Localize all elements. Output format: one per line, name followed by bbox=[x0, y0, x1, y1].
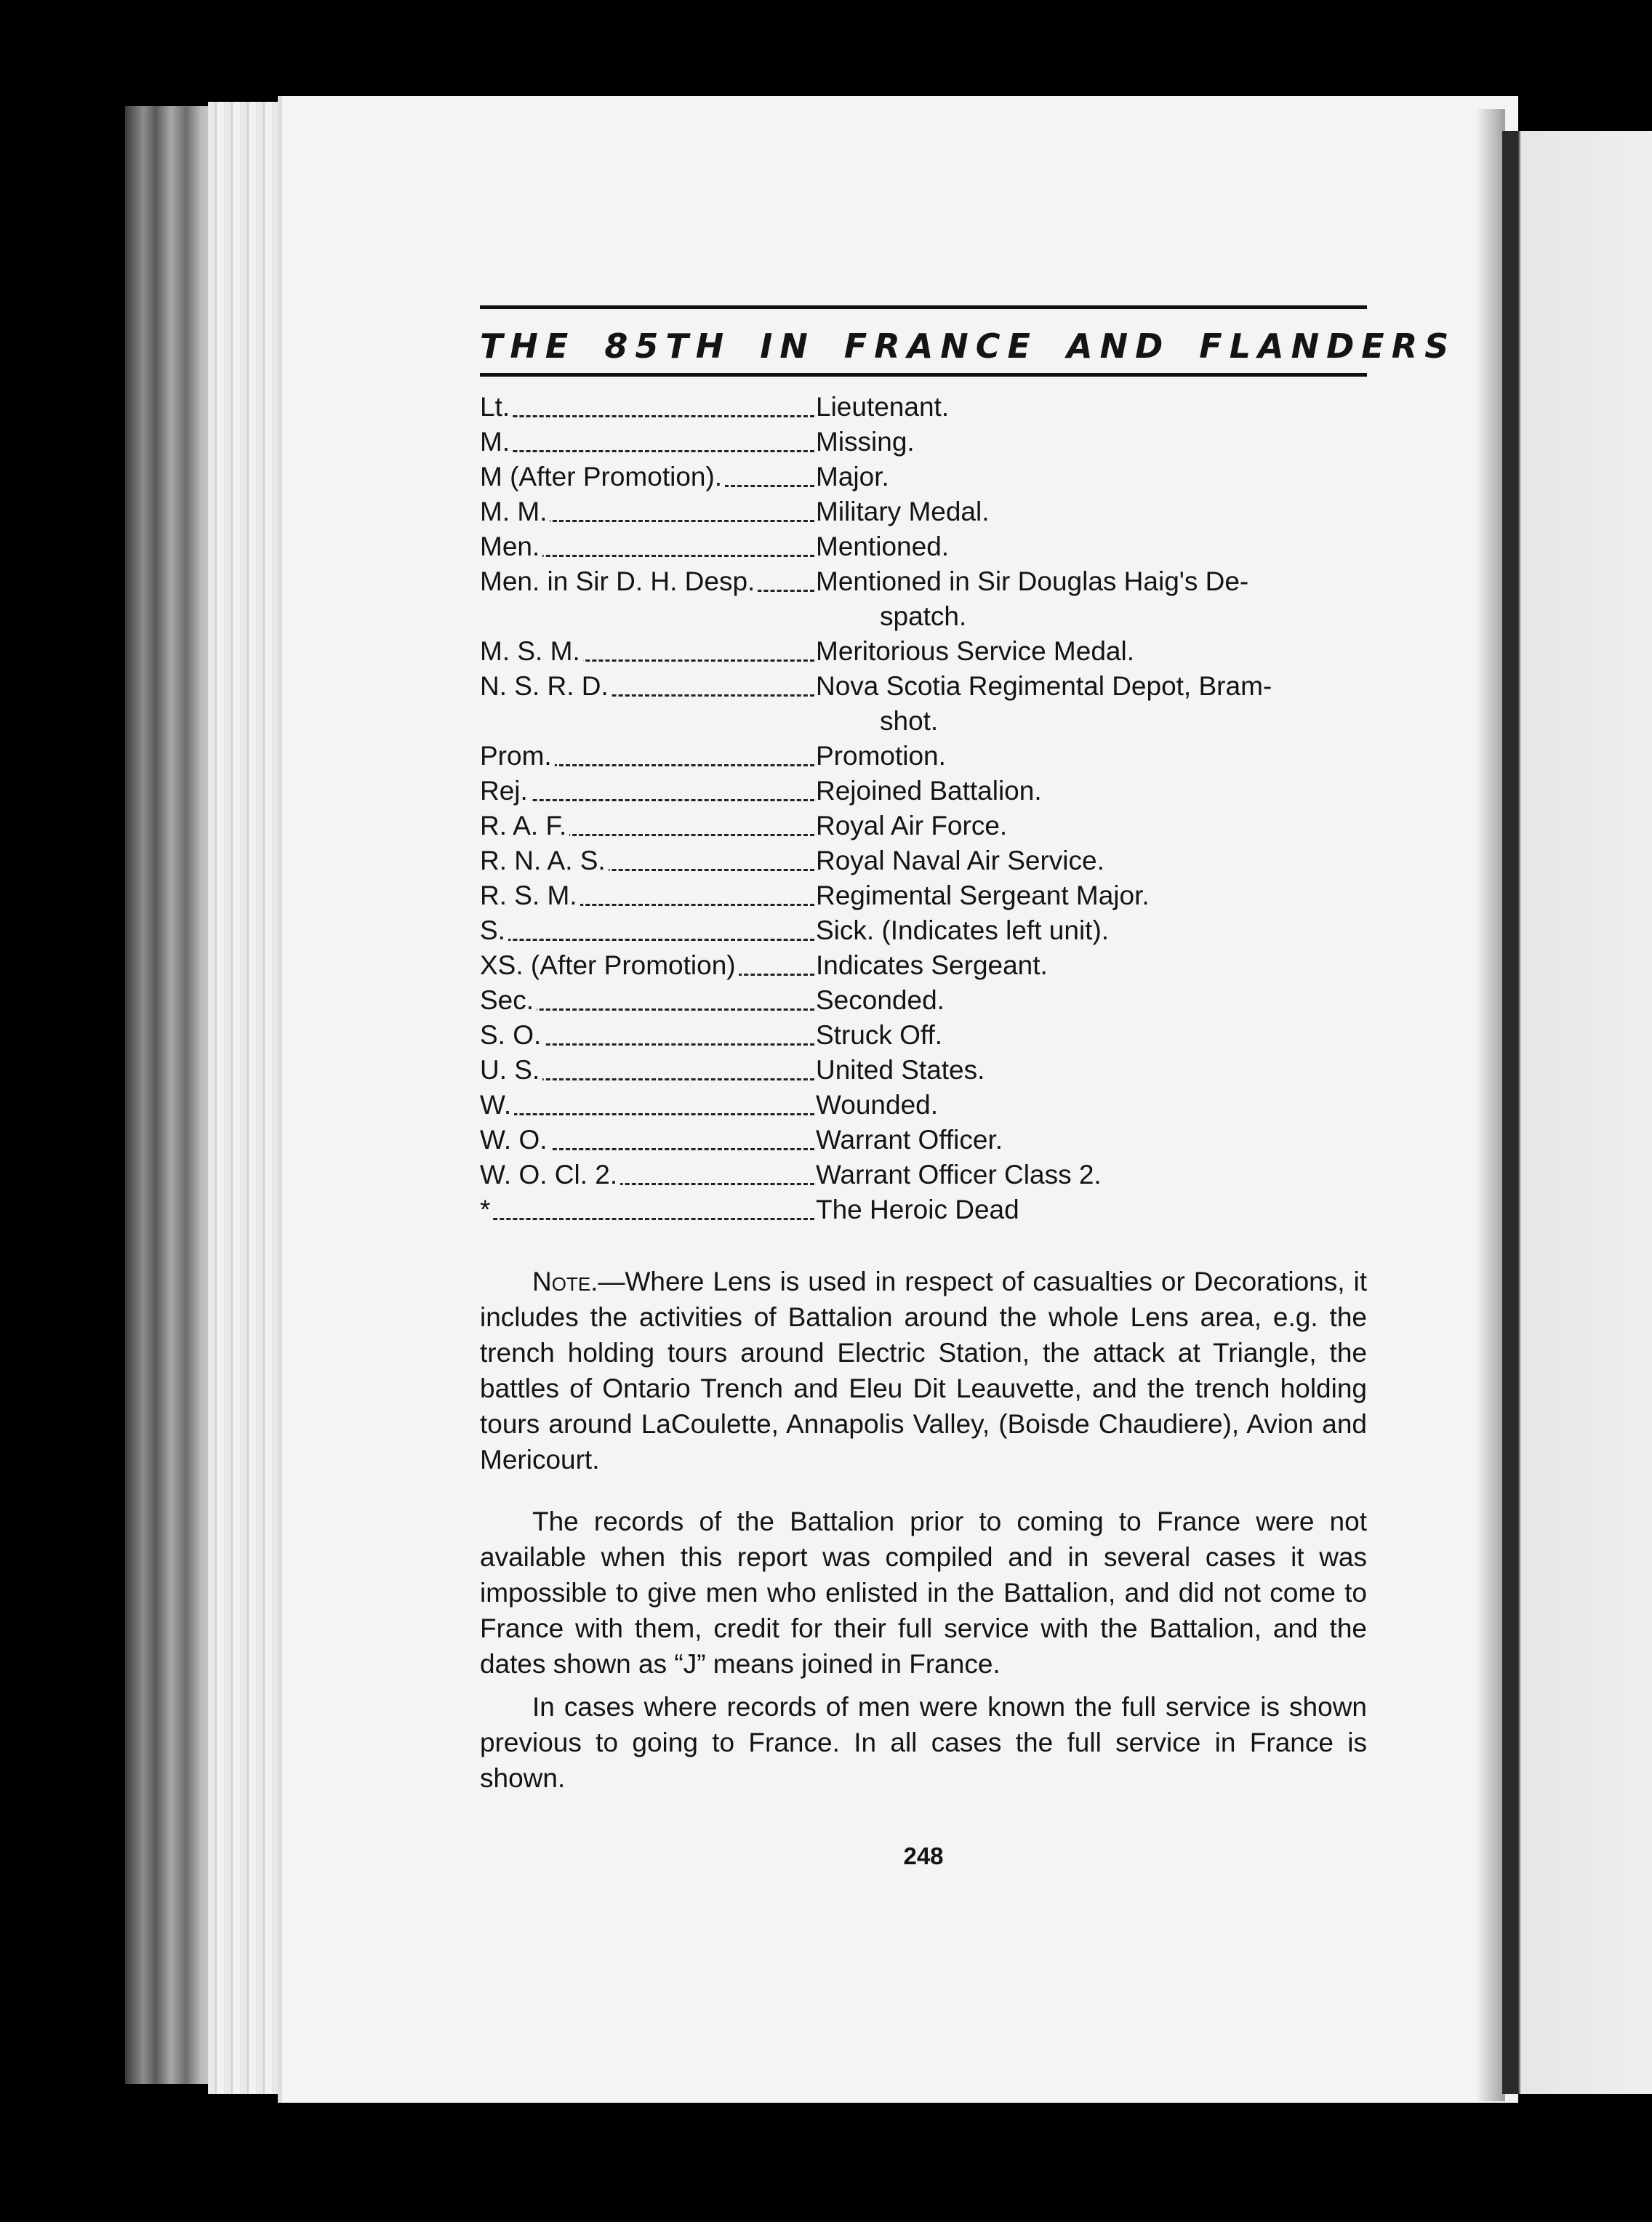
abbreviation-row bbox=[480, 460, 1367, 494]
note-text: —Where Lens is used in respect of casualties or Decorations, it includes the activities of Battalion around the whole Lens area, e.g. the trench holding tours around Electric Station, the attack at Triangle, the battles of Ontario Trench and Eleu Dit Leauvette, and the trench holding tours around LaCoulette, Annapolis Valley, (Boisde Chaudiere), Avion and Mericourt. bbox=[480, 1267, 1367, 1475]
abbreviation-row bbox=[480, 878, 1367, 913]
definition-text: Seconded. bbox=[816, 985, 945, 1015]
definition-text: Warrant Officer. bbox=[816, 1125, 1003, 1155]
abbreviation-definition bbox=[816, 1018, 1367, 1053]
definition-text: Rejoined Battalion. bbox=[816, 776, 1042, 806]
page-stack bbox=[208, 102, 288, 2094]
abbreviation-term bbox=[480, 390, 816, 425]
abbreviation-row bbox=[480, 1123, 1367, 1158]
definition-text: The Heroic Dead bbox=[816, 1195, 1019, 1224]
abbreviation-definition bbox=[816, 390, 1367, 425]
abbreviation-term-text: M (After Promotion). bbox=[480, 462, 725, 492]
abbreviation-term bbox=[480, 913, 816, 948]
paragraph-full-service: In cases where records of men were known the full service is shown previous to going to France. In all cases the full service in France is shown. bbox=[480, 1692, 1367, 1793]
dotted-leader bbox=[480, 939, 814, 941]
definition-text: Mentioned. bbox=[816, 532, 950, 561]
abbreviation-definition bbox=[816, 460, 1367, 494]
abbreviation-term-text: W. O. Cl. 2. bbox=[480, 1160, 620, 1190]
abbreviation-term-text: M. bbox=[480, 427, 513, 457]
abbreviation-term bbox=[480, 1123, 816, 1158]
abbreviation-definition bbox=[816, 843, 1367, 878]
page-content bbox=[480, 305, 1456, 1870]
abbreviation-term-text: R. S. M. bbox=[480, 881, 580, 910]
abbreviation-definition bbox=[816, 425, 1367, 460]
abbreviation-row bbox=[480, 983, 1367, 1018]
abbreviation-row bbox=[480, 529, 1367, 564]
abbreviation-term-text: Rej. bbox=[480, 776, 531, 806]
abbreviation-term-text: * bbox=[480, 1195, 493, 1224]
abbreviation-term-text: M. S. M. bbox=[480, 636, 583, 666]
abbreviation-definition bbox=[816, 739, 1367, 774]
abbreviation-row bbox=[480, 913, 1367, 948]
abbreviation-term bbox=[480, 1088, 816, 1123]
definition-text: Meritorious Service Medal. bbox=[816, 636, 1134, 666]
dotted-leader bbox=[480, 415, 814, 417]
abbreviation-term bbox=[480, 1158, 816, 1192]
definition-continuation: spatch. bbox=[880, 601, 967, 631]
abbreviation-row bbox=[480, 425, 1367, 460]
abbreviation-term-text: Men. in Sir D. H. Desp. bbox=[480, 566, 758, 596]
abbreviation-row bbox=[480, 1158, 1367, 1192]
abbreviation-definition bbox=[816, 529, 1367, 564]
abbreviation-term bbox=[480, 1053, 816, 1088]
abbreviation-term-text: W. O. bbox=[480, 1125, 550, 1155]
abbreviation-term-text: Lt. bbox=[480, 392, 513, 422]
dotted-leader bbox=[480, 1113, 814, 1115]
abbreviation-definition bbox=[816, 948, 1367, 983]
abbreviation-term-text: W. bbox=[480, 1090, 514, 1120]
abbreviation-row bbox=[480, 564, 1367, 634]
header-rule-top bbox=[480, 305, 1367, 309]
abbreviation-term-text: XS. (After Promotion) bbox=[480, 950, 739, 980]
abbreviation-row bbox=[480, 809, 1367, 843]
abbreviation-term-text: S. bbox=[480, 915, 508, 945]
abbreviation-term bbox=[480, 425, 816, 460]
abbreviation-definition bbox=[816, 564, 1367, 634]
abbreviation-term-text: S. O. bbox=[480, 1020, 544, 1050]
abbreviation-term bbox=[480, 878, 816, 913]
abbreviation-term-text: R. A. F. bbox=[480, 811, 569, 841]
abbreviation-definition bbox=[816, 809, 1367, 843]
definition-text: Mentioned in Sir Douglas Haig's De- bbox=[816, 566, 1249, 596]
abbreviation-term-text: Sec. bbox=[480, 985, 537, 1015]
definition-text: Lieutenant. bbox=[816, 392, 950, 422]
dotted-leader bbox=[480, 1218, 814, 1220]
abbreviation-row bbox=[480, 948, 1367, 983]
abbreviation-term bbox=[480, 1018, 816, 1053]
abbreviation-term-text: Prom. bbox=[480, 741, 555, 771]
abbreviation-definition bbox=[816, 1158, 1367, 1192]
abbreviation-definition bbox=[816, 1053, 1367, 1088]
abbreviation-term bbox=[480, 494, 816, 529]
abbreviation-definition bbox=[816, 634, 1367, 669]
abbreviation-definition bbox=[816, 1088, 1367, 1123]
abbreviation-term bbox=[480, 739, 816, 774]
abbreviation-row bbox=[480, 1192, 1367, 1227]
abbreviation-definition bbox=[816, 774, 1367, 809]
abbreviation-term-text: Men. bbox=[480, 532, 542, 561]
definition-text: Royal Air Force. bbox=[816, 811, 1008, 841]
abbreviation-row bbox=[480, 634, 1367, 669]
abbreviation-term bbox=[480, 983, 816, 1018]
abbreviation-definition bbox=[816, 1123, 1367, 1158]
abbreviation-term bbox=[480, 634, 816, 669]
dotted-leader bbox=[480, 450, 814, 452]
abbreviation-term bbox=[480, 564, 816, 599]
abbreviation-term-text: M. M. bbox=[480, 497, 550, 526]
abbreviation-term-text: N. S. R. D. bbox=[480, 671, 612, 701]
abbreviation-term bbox=[480, 774, 816, 809]
abbreviation-definition bbox=[816, 494, 1367, 529]
gutter-shadow bbox=[1476, 109, 1505, 2101]
definition-text: Sick. (Indicates left unit). bbox=[816, 915, 1110, 945]
definition-text: Indicates Sergeant. bbox=[816, 950, 1048, 980]
definition-text: Missing. bbox=[816, 427, 915, 457]
definition-text: Struck Off. bbox=[816, 1020, 943, 1050]
abbreviation-definition bbox=[816, 878, 1367, 913]
page-number: 248 bbox=[903, 1842, 944, 1869]
abbreviation-row bbox=[480, 774, 1367, 809]
definition-text: Nova Scotia Regimental Depot, Bram- bbox=[816, 671, 1272, 701]
abbreviation-row bbox=[480, 843, 1367, 878]
abbreviation-row bbox=[480, 739, 1367, 774]
abbreviation-term bbox=[480, 669, 816, 704]
abbreviation-definition bbox=[816, 983, 1367, 1018]
abbreviation-definition bbox=[816, 913, 1367, 948]
note-paragraph bbox=[480, 1264, 1367, 1477]
definition-text: United States. bbox=[816, 1055, 985, 1085]
note-lead: Note. bbox=[532, 1267, 598, 1296]
definition-text: Wounded. bbox=[816, 1090, 938, 1120]
running-header: THE 85TH IN FRANCE AND FLANDERS bbox=[480, 326, 1456, 366]
definition-text: Regimental Sergeant Major. bbox=[816, 881, 1150, 910]
abbreviation-term bbox=[480, 460, 816, 494]
definition-text: Royal Naval Air Service. bbox=[816, 846, 1104, 875]
abbreviation-term bbox=[480, 529, 816, 564]
abbreviation-row bbox=[480, 1018, 1367, 1053]
abbreviation-term bbox=[480, 948, 816, 983]
abbreviation-row bbox=[480, 1088, 1367, 1123]
abbreviation-row bbox=[480, 1053, 1367, 1088]
definition-continuation: shot. bbox=[880, 706, 939, 736]
abbreviation-term bbox=[480, 843, 816, 878]
abbreviation-row bbox=[480, 390, 1367, 425]
abbreviation-list bbox=[480, 390, 1367, 1227]
abbreviation-term bbox=[480, 1192, 816, 1227]
abbreviation-row bbox=[480, 494, 1367, 529]
paragraph-records: The records of the Battalion prior to coming to France were not available when this report was compiled and in several cases it was impossible to give men who enlisted in the Battalion, and did not come to France with them, credit for their full service with the Battalion, and the dates shown as “J” means joined in France. bbox=[480, 1507, 1367, 1679]
abbreviation-row bbox=[480, 669, 1367, 739]
definition-text: Major. bbox=[816, 462, 889, 492]
abbreviation-term-text: R. N. A. S. bbox=[480, 846, 609, 875]
facing-page bbox=[1502, 131, 1652, 2094]
abbreviation-definition bbox=[816, 669, 1367, 739]
header-rule-bottom bbox=[480, 373, 1367, 377]
definition-text: Military Medal. bbox=[816, 497, 990, 526]
abbreviation-definition bbox=[816, 1192, 1367, 1227]
definition-text: Promotion. bbox=[816, 741, 946, 771]
abbreviation-term bbox=[480, 809, 816, 843]
abbreviation-term-text: U. S. bbox=[480, 1055, 542, 1085]
definition-text: Warrant Officer Class 2. bbox=[816, 1160, 1102, 1190]
